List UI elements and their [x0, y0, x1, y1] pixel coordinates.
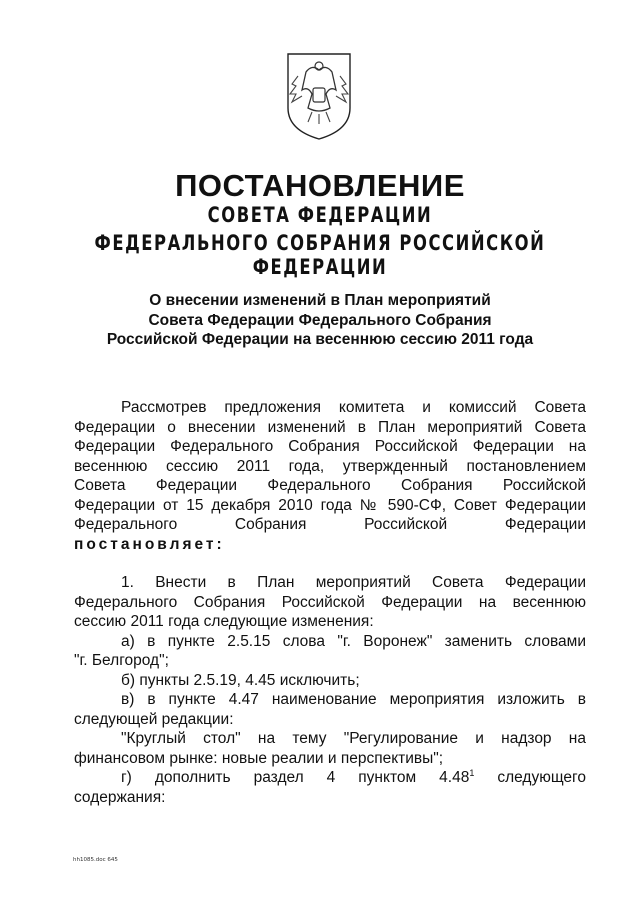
- issuer-line-2: ФЕДЕРАЛЬНОГО СОБРАНИЯ РОССИЙСКОЙ ФЕДЕРАЦИИ: [94, 231, 546, 279]
- text-line: [74, 535, 586, 555]
- text-line: в) в пункте 4.47 наименование мероприятия изложить в: [121, 691, 586, 708]
- text-line: "Круглый стол" на тему "Регулирование и надзор на: [121, 730, 586, 747]
- preamble-paragraph: [74, 398, 586, 554]
- resolution-items: [74, 573, 586, 807]
- text-line: б) пункты 2.5.19, 4.45 исключить;: [121, 671, 360, 689]
- text-line: следующей редакции:: [74, 710, 234, 728]
- text-line: содержания:: [74, 788, 166, 806]
- text-line: Федерации от 15 декабря 2010 года № 590-СФ, Совет Федерации: [74, 496, 586, 514]
- item-d-tail: следующего: [497, 769, 586, 786]
- text-line: финансовом рынке: новые реалии и перспективы";: [74, 749, 444, 767]
- document-subject: [80, 291, 560, 350]
- text-line: Совета Федерации Федерального Собрания Российской: [74, 477, 586, 494]
- text-line: Федерации Федерального Собрания Российской Федерации на: [74, 438, 586, 455]
- text-line: Федерации о внесении изменений в План мероприятий Совета: [74, 418, 586, 436]
- issuer-line-1: СОВЕТА ФЕДЕРАЦИИ: [207, 203, 433, 227]
- text-line: Федерального Собрания Российской Федерации на весеннюю: [74, 593, 586, 611]
- document-code: hh1085.doc 645: [73, 857, 118, 863]
- text-line: 1. Внести в План мероприятий Совета Федерации: [121, 574, 586, 591]
- subject-line: Российской Федерации на весеннюю сессию 2011 года: [106, 331, 534, 348]
- text-line: сессию 2011 года следующие изменения:: [74, 613, 374, 630]
- resolves-word: постановляет:: [74, 535, 225, 553]
- text-line: весеннюю сессию 2011 года, утвержденный постановлением: [74, 457, 586, 475]
- state-emblem: [282, 50, 356, 142]
- text-line: а) в пункте 2.5.15 слова "г. Воронеж" заменить словами: [121, 632, 586, 650]
- text-line: [74, 768, 586, 788]
- document-title: ПОСТАНОВЛЕНИЕ: [175, 168, 465, 203]
- superscript: 1: [469, 768, 475, 778]
- subject-line: Совета Федерации Федерального Собрания: [148, 311, 492, 329]
- item-d-text: г) дополнить раздел 4 пунктом 4.48: [121, 769, 470, 786]
- text-line: Федерального Собрания Российской Федерации: [74, 516, 586, 533]
- text-line: "г. Белгород";: [74, 652, 169, 669]
- subject-line: О внесении изменений в План мероприятий: [149, 292, 491, 309]
- text-line: Рассмотрев предложения комитета и комиссий Совета: [121, 399, 586, 416]
